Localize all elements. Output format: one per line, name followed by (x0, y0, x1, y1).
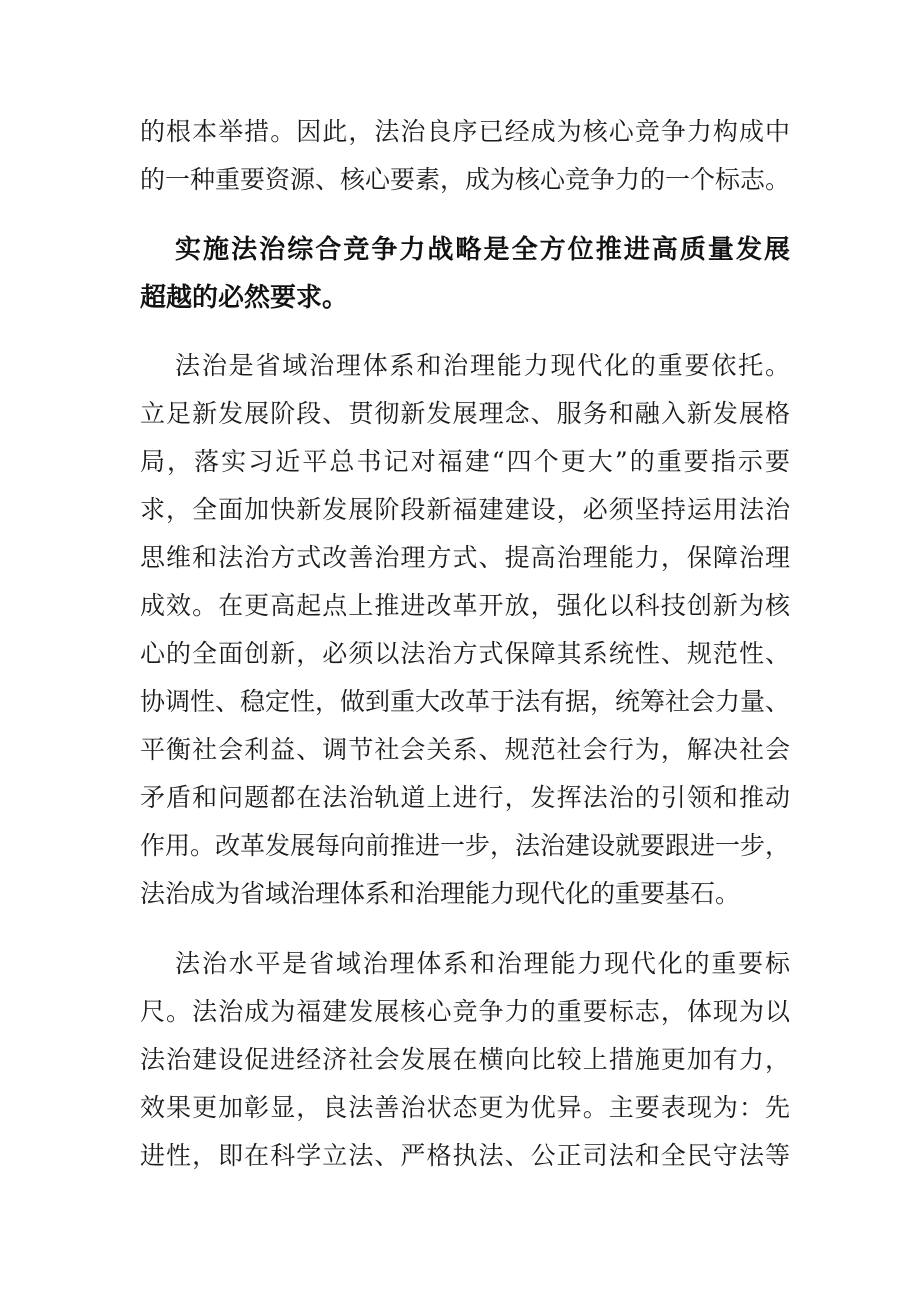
paragraph1-line-11: 作用。改革发展每向前推进一步，法治建设就要跟进一步， (140, 831, 791, 860)
paragraph1-line-5: 思维和法治方式改善治理方式、提高治理能力，保障治理 (140, 543, 790, 572)
section-heading-line-2: 超越的必然要求。 (140, 283, 349, 313)
paragraph1-line-9: 平衡社会利益、调节社会关系、规范社会行为，解决社会 (140, 735, 790, 764)
paragraph1-line-1: 法治是省域治理体系和治理能力现代化的重要依托。 (175, 351, 790, 380)
paragraph2-line-3: 法治建设促进经济社会发展在横向比较上措施更加有力， (140, 1045, 790, 1074)
paragraph2-line-1: 法治水平是省域治理体系和治理能力现代化的重要标 (175, 949, 790, 978)
paragraph2-line-2: 尺。法治成为福建发展核心竞争力的重要标志，体现为以 (140, 997, 790, 1026)
paragraph1-line-8: 协调性、稳定性，做到重大改革于法有据，统筹社会力量、 (140, 687, 791, 716)
paragraph1-line-7: 心的全面创新，必须以法治方式保障其系统性、规范性、 (140, 639, 790, 668)
paragraph1-line-10: 矛盾和问题都在法治轨道上进行，发挥法治的引领和推动 (140, 783, 790, 812)
paragraph2-line-4: 效果更加彰显，良法善治状态更为优异。主要表现为：先 (140, 1093, 790, 1122)
paragraph1-line-3: 局，落实习近平总书记对福建“四个更大”的重要指示要 (140, 447, 790, 476)
intro-line-1: 的根本举措。因此，法治良序已经成为核心竞争力构成中 (140, 117, 790, 146)
paragraph1-line-6: 成效。在更高起点上推进改革开放，强化以科技创新为核 (140, 591, 790, 620)
paragraph1-line-12: 法治成为省域治理体系和治理能力现代化的重要基石。 (140, 879, 741, 908)
paragraph2-line-5: 进性，即在科学立法、严格执法、公正司法和全民守法等 (140, 1141, 790, 1170)
paragraph1-line-4: 求，全面加快新发展阶段新福建建设，必须坚持运用法治 (140, 495, 790, 524)
intro-line-2: 的一种重要资源、核心要素，成为核心竞争力的一个标志。 (140, 165, 791, 194)
section-heading-line-1: 实施法治综合竞争力战略是全方位推进高质量发展 (175, 235, 790, 265)
paragraph1-line-2: 立足新发展阶段、贯彻新发展理念、服务和融入新发展格 (140, 399, 790, 428)
